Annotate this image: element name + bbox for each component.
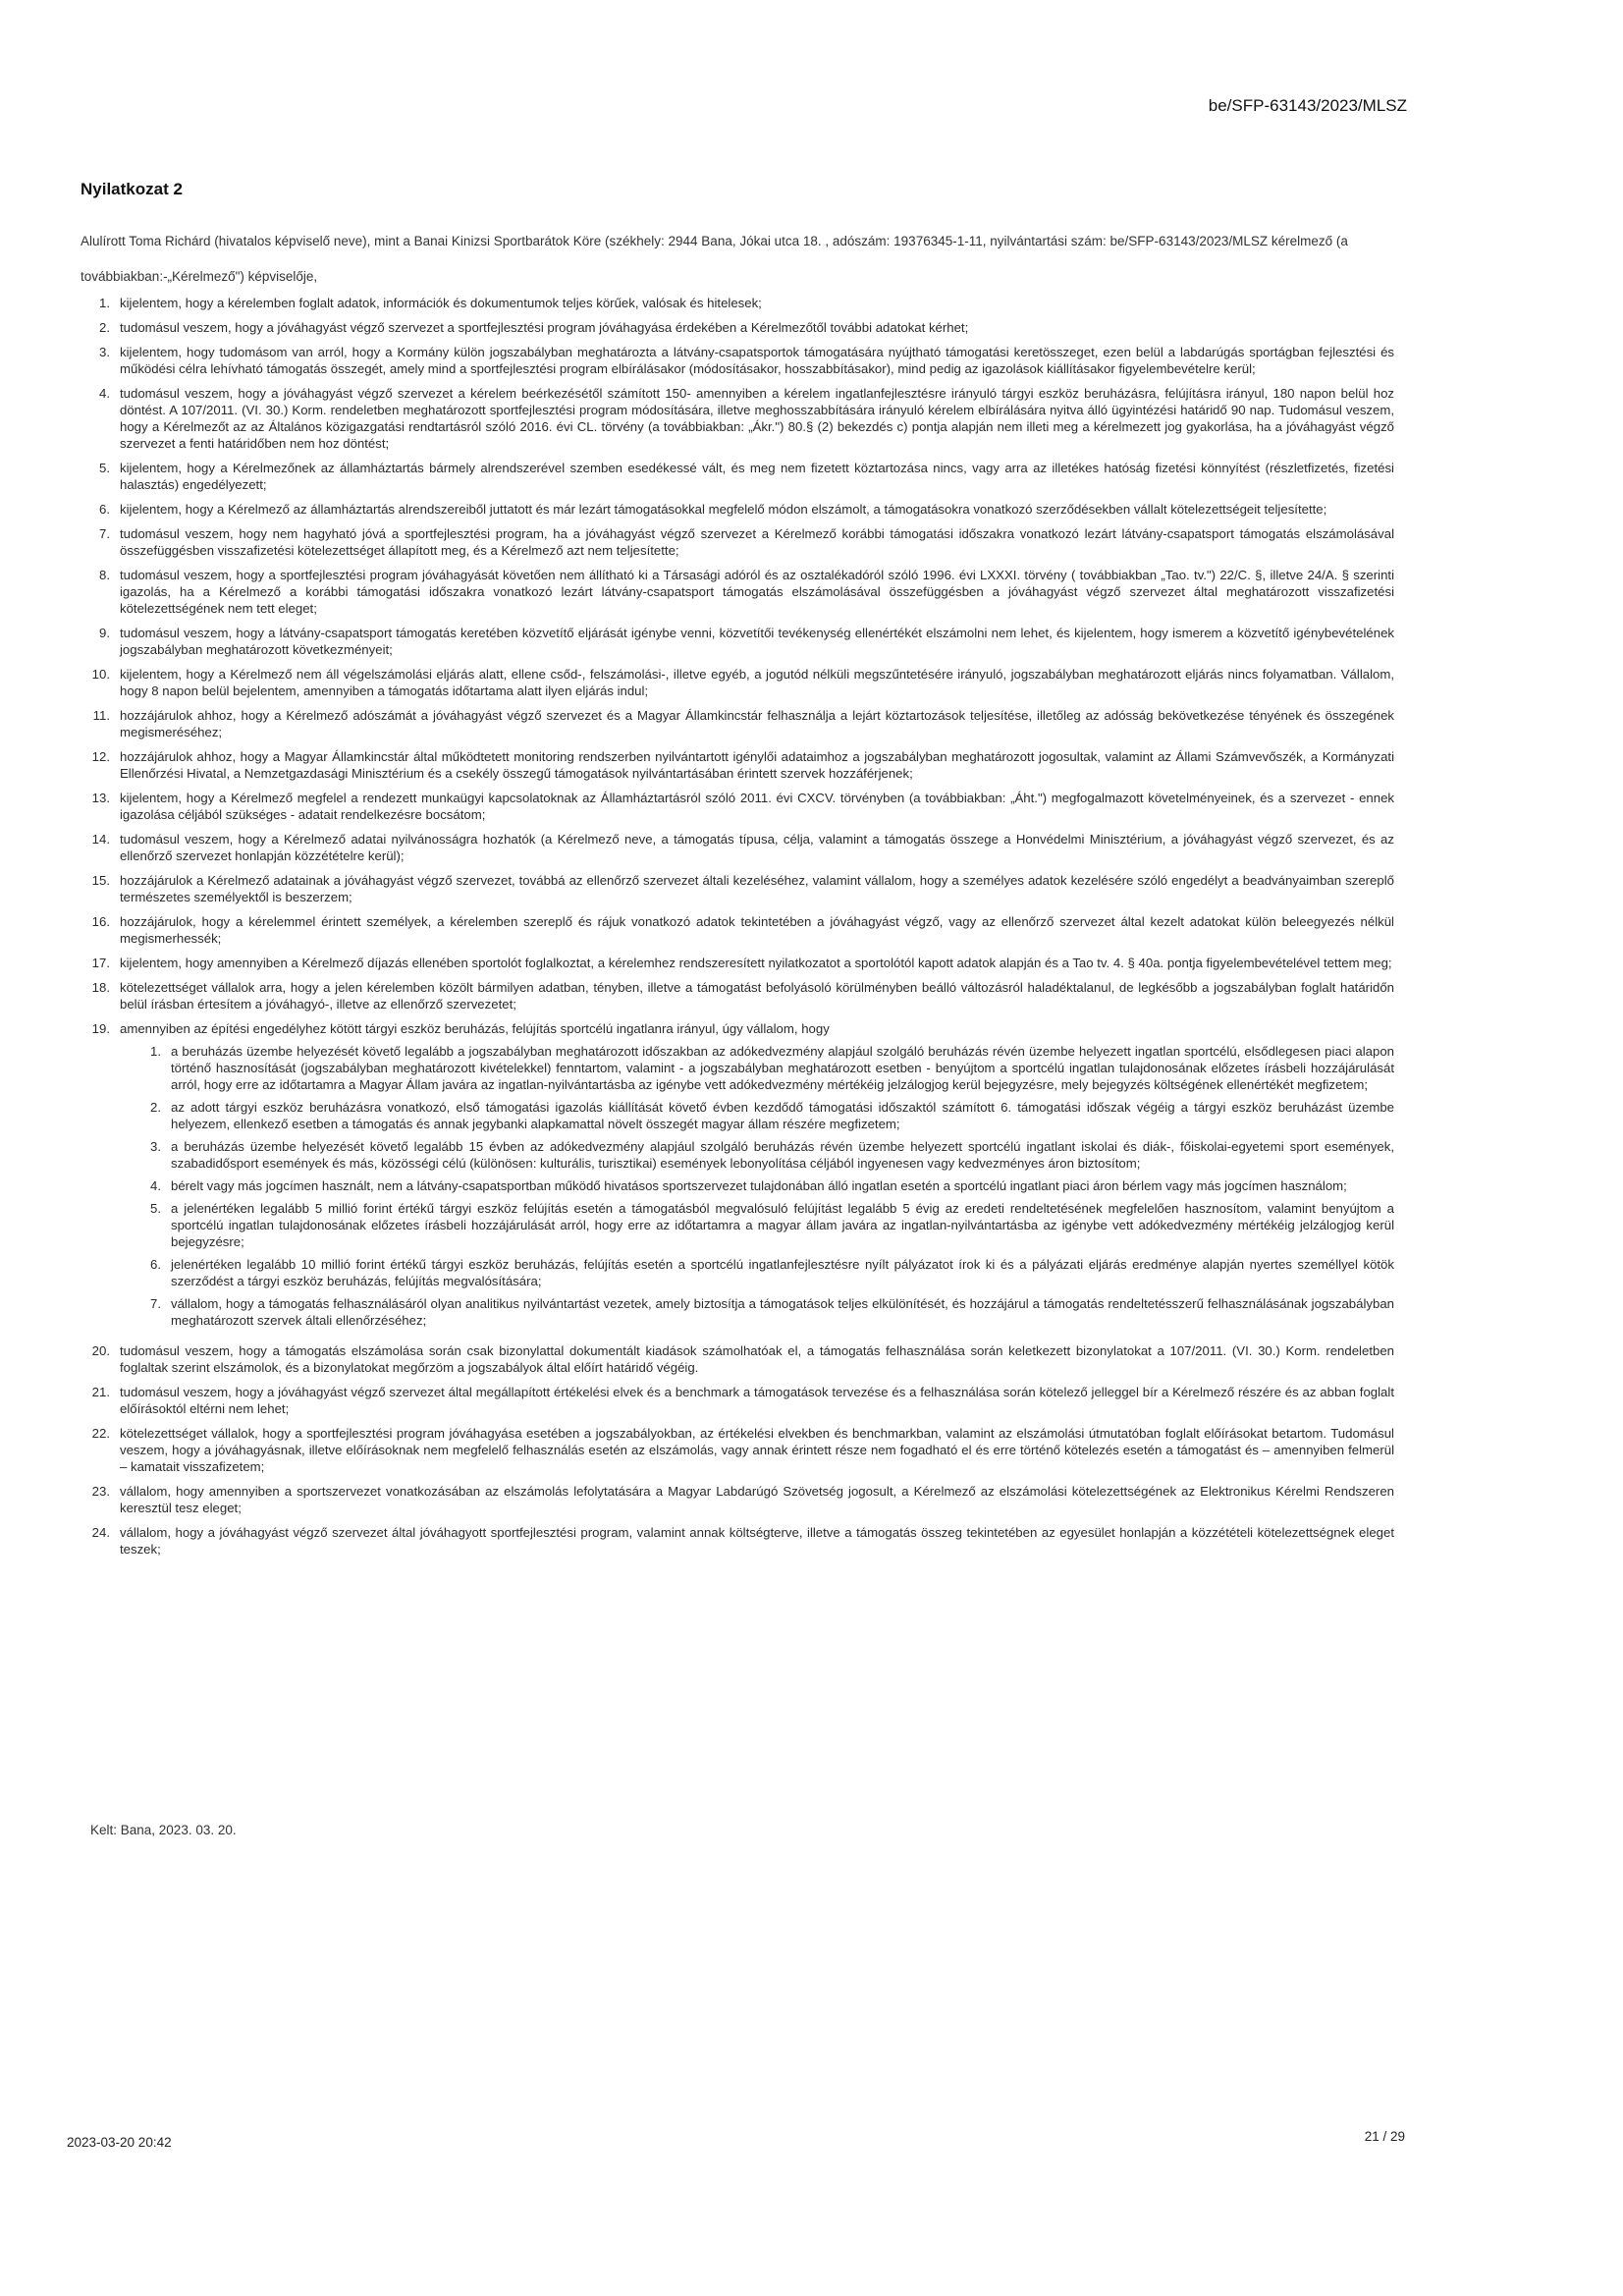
- list-item-text: [120, 460, 1394, 493]
- list-item-text: [120, 979, 1394, 1012]
- place-date: Kelt: Bana, 2023. 03. 20.: [90, 1823, 237, 1837]
- list-item-text: [120, 385, 1394, 452]
- list-item-text: [120, 1342, 1394, 1376]
- list-item-text: [120, 707, 1394, 740]
- list-item: [81, 872, 1394, 905]
- list-item-paragraph: kijelentem, hogy a Kérelmező az államháztartás alrendszereiből juttatott és már lezárt támogatásokkal megfelelő módon elszámolt, a támogatásokra vonatkozó szerződésekben vállalt kötelezettségeit teljesítette;: [120, 502, 1327, 517]
- document-reference: be/SFP-63143/2023/MLSZ: [1208, 96, 1407, 115]
- list-item-paragraph: tudomásul veszem, hogy a sportfejlesztési program jóváhagyását követően nem állítható ki a Társasági adóról és az osztalékadóról szóló 1996. évi LXXXI. törvény ( továbbiakban „Tao. tv.") 22/C. §, illetve 24/A. § szerinti igazolás, ha a Kérelmező a korábbi támogatási időszakra vonatkozó lezárt látvány-csapatsport támogatás elszámolásával összefüggésben a jóváhagyást végző szervezet által meghatározott visszafizetési kötelezettségének nem tett eleget;: [120, 568, 1394, 616]
- list-item: [81, 1425, 1394, 1475]
- list-item-text: [120, 1020, 1394, 1335]
- list-item-paragraph: hozzájárulok ahhoz, hogy a Magyar Államkincstár által működtetett monitoring rendszerben nyilvántartott igénylői adataimhoz a jogszabályban meghatározott jogosultak, valamint az Állami Számvevőszék, a Kormányzati Ellenőrzési Hivatal, a Nemzetgazdasági Minisztérium és a csekély összegű támogatások nyilvántartásában érintett szervek hozzáférjenek;: [120, 749, 1394, 781]
- list-item-number: 14.: [91, 832, 110, 847]
- list-item-number: 24.: [91, 1525, 110, 1540]
- list-item-paragraph: tudomásul veszem, hogy a jóváhagyást végző szervezet a kérelem beérkezésétől számított 150- amennyiben a kérelem ingatlanfejlesztésre irányuló tárgyi eszköz beruházásra, felújításra irányul, 180 napon belül hoz döntést. A 107/2011. (VI. 30.) Korm. rendeletben meghatározott sportfejlesztési program módosítására, illetve meghosszabbítására irányuló kérelem elbírálására nyitva álló ügyintézési határidő 90 nap. Tudomásul veszem, hogy a Kérelmezőt az az Általános közigazgatási rendtartásról szóló 2016. évi CL. törvény (a továbbiakban: „Ákr.") 80.§ (2) bekezdés c) pontja alapján nem illeti meg a kérelmezett jog gyakorlása, ha a jóváhagyást végző szervezet a fenti határidőben nem hoz döntést;: [120, 386, 1394, 451]
- list-item-number: 22.: [91, 1426, 110, 1441]
- sub-list-item-number: 2.: [150, 1100, 161, 1115]
- list-item: [81, 666, 1394, 699]
- list-item-number: 2.: [99, 320, 110, 335]
- list-item-number: 12.: [91, 749, 110, 764]
- list-item-number: 7.: [99, 526, 110, 541]
- list-item-text: [120, 1384, 1394, 1417]
- list-item-paragraph: kijelentem, hogy a kérelemben foglalt adatok, információk és dokumentumok teljes körűek, valósak és hitelesek;: [120, 296, 762, 310]
- list-item: [81, 1483, 1394, 1516]
- list-item-paragraph: tudomásul veszem, hogy a támogatás elszámolása során csak bizonylattal dokumentált kiadások számolhatóak el, a támogatás felhasználása során keletkezett bizonylatokat a 107/2011. (VI. 30.) Korm. rendeletben foglaltak szerint elszámolok, és a bizonylatokat megőrzöm a jogszabályok által előírt határidő végéig.: [120, 1343, 1394, 1375]
- list-item: [81, 1020, 1394, 1335]
- list-item-paragraph: hozzájárulok ahhoz, hogy a Kérelmező adószámát a jóváhagyást végző szervezet és a Magyar Államkincstár felhasználja a lejárt köztartozások teljesítése, illetőleg az adósság bekövetkezése tényének és összegének megismeréséhez;: [120, 708, 1394, 739]
- sub-list-item-text: bérelt vagy más jogcímen használt, nem a látvány-csapatsportban működő hivatásos sportszervezet tulajdonában álló ingatlan esetén a sportcélú ingatlant piaci áron bérlem vagy más jogcímen használom;: [171, 1178, 1347, 1193]
- list-item: [81, 1342, 1394, 1376]
- list-item-text: [120, 872, 1394, 905]
- declaration-list: [81, 295, 1394, 1565]
- list-item-number: 23.: [91, 1484, 110, 1499]
- list-item-paragraph: tudomásul veszem, hogy a Kérelmező adatai nyilvánosságra hozhatók (a Kérelmező neve, a támogatás típusa, célja, valamint a támogatás összege a Honvédelmi Minisztérium, a jóváhagyást végző szervezet, és az ellenőrző szervezet honlapján közzétételre kerül);: [120, 832, 1394, 863]
- list-item-paragraph: kötelezettséget vállalok arra, hogy a jelen kérelemben közölt bármilyen adatban, tényben, illetve a támogatást befolyásoló körülményben beálló változásról haladéktalanul, de legkésőbb a jogszabályban foglalt határidőn belül írásban értesítem a jóváhagyó-, illetve az ellenőrző szervezetet;: [120, 980, 1394, 1011]
- list-item-paragraph: amennyiben az építési engedélyhez kötött tárgyi eszköz beruházás, felújítás sportcélú ingatlanra irányul, úgy vállalom, hogy: [120, 1021, 830, 1036]
- list-item-number: 18.: [91, 980, 110, 995]
- list-item: [81, 567, 1394, 617]
- list-item-text: [120, 295, 1394, 311]
- list-item-text: [120, 955, 1394, 971]
- list-item-text: [120, 1425, 1394, 1475]
- list-item: [81, 344, 1394, 377]
- list-item: [81, 1524, 1394, 1558]
- list-item: [81, 385, 1394, 452]
- list-item-paragraph: kijelentem, hogy a Kérelmezőnek az államháztartás bármely alrendszerével szemben esedékessé vált, és meg nem fizetett köztartozása nincs, vagy arra az illetékes hatóság fizetési könnyítést (részletfizetés, fizetési halasztás) engedélyezett;: [120, 461, 1394, 492]
- sub-list-item-text: a beruházás üzembe helyezését követő legalább 15 évben az adókedvezmény alapjául szolgáló beruházás révén üzembe helyezett sportcélú ingatlant iskolai és diák-, főiskolai-egyetemi sport események, szabadidősport események és más, közösségi célú (különösen: kulturális, turisztikai) események lebonyolítása céljából ingyenesen vagy kedvezményes áron biztosítom;: [171, 1139, 1394, 1171]
- sub-list-item: [120, 1043, 1394, 1093]
- sub-list-item: [120, 1256, 1394, 1289]
- sub-list-item-number: 4.: [150, 1178, 161, 1193]
- list-item: [81, 748, 1394, 782]
- list-item-number: 13.: [91, 791, 110, 805]
- list-item-text: [120, 501, 1394, 518]
- list-item-paragraph: kijelentem, hogy amennyiben a Kérelmező díjazás ellenében sportolót foglalkoztat, a kérelemhez rendszeresített nyilatkozatot a sportolótól kapott adatok alapján és a Tao tv. 4. § 40a. pontja figyelembevételével tettem meg;: [120, 956, 1392, 970]
- document-title: Nyilatkozat 2: [81, 180, 183, 198]
- list-item-number: 1.: [99, 296, 110, 310]
- sub-list-item: [120, 1138, 1394, 1172]
- list-item-number: 19.: [91, 1021, 110, 1036]
- list-item-paragraph: hozzájárulok a Kérelmező adatainak a jóváhagyást végző szervezet, továbbá az ellenőrző szervezet általi kezeléséhez, valamint vállalom, hogy a személyes adatok kezelésére szóló engedélyt a beadványaimban szereplő természetes személyektől is beszerzem;: [120, 873, 1394, 904]
- list-item-number: 11.: [92, 708, 110, 723]
- list-item-paragraph: vállalom, hogy a jóváhagyást végző szervezet által jóváhagyott sportfejlesztési program, valamint annak költségterve, illetve a támogatás összeg tekintetében az egyesület honlapján a közzétételi kötelezettségnek eleget teszek;: [120, 1525, 1394, 1557]
- list-item-number: 15.: [91, 873, 110, 888]
- list-item-number: 4.: [99, 386, 110, 401]
- list-item-text: [120, 344, 1394, 377]
- list-item-number: 8.: [99, 568, 110, 582]
- list-item-paragraph: kötelezettséget vállalok, hogy a sportfejlesztési program jóváhagyása esetében a jogszabályokban, az értékelési elvekben és benchmarkban, valamint az elszámolási útmutatóban foglalt előírásokat betartom. Tudomásul veszem, hogy a jóváhagyásnak, illetve előírásoknak nem megfelelő felhasználás esetén az elszámolás, vagy annak érintett része nem fogadható el és erre történő kötelezés esetén a támogatást és – amennyiben felmerül – kamatait visszafizetem;: [120, 1426, 1394, 1474]
- list-item-number: 6.: [99, 502, 110, 517]
- list-item: [81, 319, 1394, 336]
- intro-paragraph: Alulírott Toma Richárd (hivatalos képviselő neve), mint a Banai Kinizsi Sportbarátok Köre (székhely: 2944 Bana, Jókai utca 18. , adószám: 19376345-1-11, nyilvántartási szám: be/SFP-63143/2023/MLSZ kérelmező (a továbbiakban:-„Kérelmező") képviselője,: [81, 234, 1348, 284]
- list-item: [81, 525, 1394, 559]
- list-item-number: 16.: [91, 914, 110, 929]
- list-item-text: [120, 1483, 1394, 1516]
- list-item: [81, 460, 1394, 493]
- sub-list-item: [120, 1177, 1394, 1194]
- list-item-text: [120, 748, 1394, 782]
- list-item: [81, 501, 1394, 518]
- list-item-paragraph: vállalom, hogy amennyiben a sportszervezet vonatkozásában az elszámolás lefolytatására a Magyar Labdarúgó Szövetség jogosult, a Kérelmező az elszámolási kötelezettségének az Elektronikus Kérelmi Rendszeren keresztül tesz eleget;: [120, 1484, 1394, 1515]
- list-item: [81, 979, 1394, 1012]
- sub-list-item-number: 5.: [150, 1201, 161, 1216]
- sub-list-item-text: az adott tárgyi eszköz beruházásra vonatkozó, első támogatási igazolás kiállítását követő évben kezdődő támogatási időszaktól számított 6. támogatási időszak végéig a tárgyi eszköz beruházást üzembe helyezem, ellenkező esetben a támogatás és annak jegybanki alapkamattal növelt összegét magyar állam részére megfizetem;: [171, 1100, 1394, 1131]
- list-item-number: 21.: [91, 1385, 110, 1399]
- list-item-number: 10.: [91, 667, 110, 682]
- list-item-paragraph: tudomásul veszem, hogy a látvány-csapatsport támogatás keretében közvetítő eljárását igénybe venni, közvetítői tevékenység ellenértékét elszámolni nem lehet, és kijelentem, hogy ismerem a közvetítő igénybevételének jogszabályban meghatározott következményeit;: [120, 626, 1394, 657]
- list-item-paragraph: hozzájárulok, hogy a kérelemmel érintett személyek, a kérelemben szereplő és rájuk vonatkozó adatok tekintetében a jóváhagyást végző, vagy az ellenőrző szervezet által kezelt adatokat külön beleegyezés nélkül megismerhessék;: [120, 914, 1394, 946]
- list-item-text: [120, 666, 1394, 699]
- list-item-number: 9.: [99, 626, 110, 640]
- list-item-text: [120, 913, 1394, 947]
- page-number: 21 / 29: [1364, 2129, 1405, 2144]
- list-item: [81, 955, 1394, 971]
- list-item-paragraph: kijelentem, hogy a Kérelmező nem áll végelszámolási eljárás alatt, ellene csőd-, felszámolási-, illetve egyéb, a jogutód nélküli megszűntetésére irányuló, jogszabályban meghatározott eljárás nincs folyamatban. Vállalom, hogy 8 napon belül bejelentem, amennyiben a támogatás időtartama alatt ilyen eljárás indul;: [120, 667, 1394, 698]
- list-item-paragraph: tudomásul veszem, hogy nem hagyható jóvá a sportfejlesztési program, ha a jóváhagyást végző szervezet a Kérelmező korábbi támogatási időszakra vonatkozó lezárt látvány-csapatsport támogatás elszámolásával összefüggésben visszafizetési kötelezettséget állapított meg, és a Kérelmező azt nem teljesítette;: [120, 526, 1394, 558]
- sub-list-item-text: a jelenértéken legalább 5 millió forint értékű tárgyi eszköz felújítás esetén a támogatásból megvalósuló felújítást legalább 5 évig az eredeti rendeltetésének megfelelően hasznosítom, valamint benyújtom a sportcélú ingatlan tulajdonosának előzetes írásbeli hozzájárulását arról, hogy erre az időtartamra a magyar állam javára az ingatlan-nyilvántartásba az igénybe vett adókedvezmény mértékéig jelzálogjog kerül bejegyzésre;: [171, 1201, 1394, 1249]
- list-item-paragraph: tudomásul veszem, hogy a jóváhagyást végző szervezet által megállapított értékelési elvek és a benchmark a támogatások tervezése és a felhasználása során kötelező jelleggel bír a Kérelmező részére és az abban foglalt előírásoktól eltérni nem lehet;: [120, 1385, 1394, 1416]
- list-item: [81, 790, 1394, 823]
- footer-timestamp: 2023-03-20 20:42: [67, 2135, 172, 2150]
- list-item: [81, 1384, 1394, 1417]
- list-item-text: [120, 1524, 1394, 1558]
- sub-list-item-text: vállalom, hogy a támogatás felhasználásáról olyan analitikus nyilvántartást vezetek, amely biztosítja a támogatások teljes elkülönítését, és hozzájárul a támogatás rendeltetésszerű felhasználásának jogszabályban meghatározott szervek általi ellenőrzéséhez;: [171, 1296, 1394, 1328]
- sub-list-item-number: 7.: [150, 1296, 161, 1311]
- sub-list-item-number: 3.: [150, 1139, 161, 1154]
- sub-list-item: [120, 1099, 1394, 1132]
- list-item-paragraph: tudomásul veszem, hogy a jóváhagyást végző szervezet a sportfejlesztési program jóváhagyása érdekében a Kérelmezőtől további adatokat kérhet;: [120, 320, 969, 335]
- list-item: [81, 707, 1394, 740]
- sub-list-item-number: 6.: [150, 1257, 161, 1272]
- list-item-text: [120, 790, 1394, 823]
- list-item-paragraph: kijelentem, hogy tudomásom van arról, hogy a Kormány külön jogszabályban meghatározta a látvány-csapatsportok támogatására nyújtható támogatási keretösszeget, ezen belül a labdarúgás sportágban fejlesztési és működési célra lehívható támogatás összegét, amely mind a sportfejlesztési program elbírálásakor (módosításakor, hosszabbításakor), mind pedig az igazolások kiállításakor figyelembevételre kerül;: [120, 345, 1394, 376]
- list-item-number: 3.: [99, 345, 110, 359]
- list-item-number: 20.: [91, 1343, 110, 1358]
- list-item-paragraph: kijelentem, hogy a Kérelmező megfelel a rendezett munkaügyi kapcsolatoknak az Államháztartásról szóló 2011. évi CXCV. törvényben (a továbbiakban: „Áht.") megfogalmazott követelményeinek, és a szervezet - ennek igazolása céljából szükséges - adatait rendelkezésre bocsátom;: [120, 791, 1394, 822]
- list-item-text: [120, 831, 1394, 864]
- list-item: [81, 295, 1394, 311]
- list-item: [81, 913, 1394, 947]
- list-item: [81, 831, 1394, 864]
- sub-list-item: [120, 1295, 1394, 1329]
- list-item-text: [120, 625, 1394, 658]
- sub-list-item-text: jelenértéken legalább 10 millió forint értékű tárgyi eszköz beruházás, felújítás esetén a sportcélú ingatlanfejlesztésre nyílt pályázatot írok ki és a pályázati eljárás eredménye alapján nyertes személlyel kötök szerződést a tárgyi eszköz beruházás, felújítás megvalósítására;: [171, 1257, 1394, 1288]
- list-item-text: [120, 567, 1394, 617]
- sub-list-item: [120, 1200, 1394, 1250]
- sub-list-item-number: 1.: [150, 1044, 161, 1059]
- list-item-text: [120, 525, 1394, 559]
- list-item: [81, 625, 1394, 658]
- list-item-text: [120, 319, 1394, 336]
- list-item-number: 5.: [99, 461, 110, 475]
- sub-list-item-text: a beruházás üzembe helyezését követő legalább a jogszabályban meghatározott időszakban az adókedvezmény alapjául szolgáló beruházás révén üzembe helyezett ingatlan sportcélú, elsődlegesen piaci alapon történő hasznosítását (jogszabályban meghatározott kivételekkel) fenntartom, valamint - a jogszabályban meghatározott esetben - benyújtom a sportcélú ingatlan tulajdonosának előzetes írásbeli hozzájárulását arról, hogy erre az időtartamra a Magyar Állam javára az ingatlan-nyilvántartásba az igénybe vett adókedvezmény mértékéig jelzálogjog kerül bejegyzésre, mely bejegyzés költségének ellenértékét megfizetem;: [171, 1044, 1394, 1092]
- list-item-number: 17.: [91, 956, 110, 970]
